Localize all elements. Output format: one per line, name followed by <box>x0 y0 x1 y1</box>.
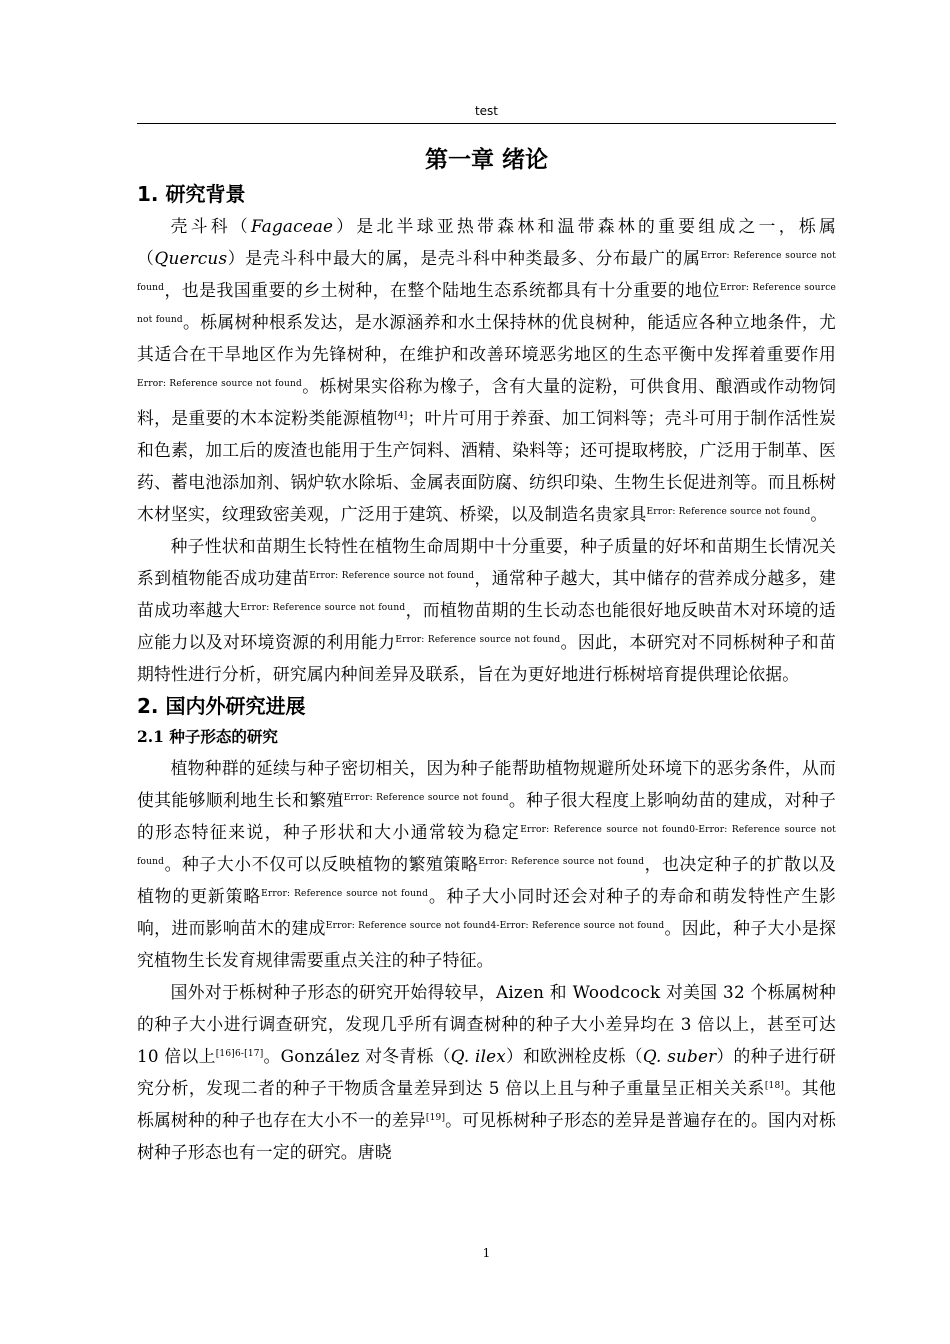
p3-text-d: ，也决定种子的扩散以及植物的更新策略 <box>137 854 836 906</box>
reference-error: Error: Reference source not found <box>137 379 302 389</box>
page-header: test <box>474 104 499 118</box>
p2-text-d: 。因此，本研究对不同栎树种子和苗期特性进行分析，研究属内种间差异及联系，旨在为更好地进行栎树培育提供理论依据。 <box>137 632 836 684</box>
header-rule <box>137 123 836 124</box>
page-content <box>137 142 836 1168</box>
term-q-suber: Q. suber <box>642 1046 717 1066</box>
p1-text-b: ）是北半球亚热带森林和温带森林的重要组成之一，栎属（ <box>137 216 836 268</box>
p2-text-b: ，通常种子越大，其中储存的营养成分越多，建苗成功率越大 <box>137 568 836 620</box>
reference-error: Error: Reference source not found <box>646 507 811 517</box>
term-fagaceae: Fagaceae <box>251 216 334 236</box>
reference-range-joiner: 4- <box>490 921 500 931</box>
p1-text-c: ）是壳斗科中最大的属，是壳斗科中种类最多、分布最广的属 <box>227 248 701 268</box>
page-number: 1 <box>482 1246 491 1260</box>
p1-text-e: 。栎属树种根系发达，是水源涵养和水土保持林的优良树种，能适应各种立地条件，尤其适合在干旱地区作为先锋树种，在维护和改善环境恶劣地区的生态平衡中发挥着重要作用 <box>137 312 836 364</box>
p1-text-d: ，也是我国重要的乡土树种，在整个陆地生态系统都具有十分重要的地位 <box>164 280 720 300</box>
reference-range-joiner: 0- <box>689 825 699 835</box>
paragraph-2 <box>137 530 836 690</box>
reference-error: Error: Reference source not found <box>395 635 561 645</box>
citation-18: [18] <box>764 1081 785 1091</box>
reference-error: Error: Reference source not found <box>499 921 665 931</box>
reference-error: Error: Reference source not found <box>137 283 836 325</box>
reference-error: Error: Reference source not found <box>240 603 406 613</box>
reference-error: Error: Reference source not found <box>137 825 836 867</box>
reference-error: Error: Reference source not found <box>325 921 491 931</box>
p2-text-c: ，而植物苗期的生长动态也能很好地反映苗木对环境的适应能力以及对环境资源的利用能力 <box>137 600 836 652</box>
citation-19: [19] <box>425 1113 446 1123</box>
reference-error: Error: Reference source not found <box>261 889 429 899</box>
reference-error: Error: Reference source not found <box>309 571 475 581</box>
subsection-title-seed-morphology: 2.1 种子形态的研究 <box>137 727 278 746</box>
p4-text-c: ）和欧洲栓皮栎（ <box>505 1046 643 1066</box>
p3-text-f: 。因此，种子大小是探究植物生长发育规律需要重点关注的种子特征。 <box>137 918 836 970</box>
citation-16-17: [16]6-[17] <box>215 1049 264 1059</box>
p1-text-h: 。 <box>810 504 828 524</box>
paragraph-1 <box>137 210 836 530</box>
p1-text-a: 壳斗科（ <box>170 216 252 236</box>
term-quercus: Quercus <box>154 248 228 268</box>
reference-error: Error: Reference source not found <box>520 825 690 835</box>
p3-text-c: 。种子大小不仅可以反映植物的繁殖策略 <box>164 854 479 874</box>
p3-text-b: 。种子很大程度上影响幼苗的建成，对种子的形态特征来说，种子形状和大小通常较为稳定 <box>137 790 836 842</box>
chapter-title: 第一章 绪论 <box>424 147 548 173</box>
p4-text-d: ）的种子进行研究分析，发现二者的种子干物质含量差异到达 5 倍以上且与种子重量呈正相关关系 <box>137 1046 837 1098</box>
term-q-ilex: Q. ilex <box>450 1046 506 1066</box>
p1-text-f: 。栎树果实俗称为橡子，含有大量的淀粉，可供食用、酿酒或作动物饲料，是重要的木本淀粉类能源植物 <box>137 376 836 428</box>
section-title-research-progress: 2. 国内外研究进展 <box>137 694 306 718</box>
p4-text-e: 。其他栎属树种的种子也存在大小不一的差异 <box>137 1078 836 1130</box>
section-title-background: 1. 研究背景 <box>137 182 246 206</box>
p2-text-a: 种子性状和苗期生长特性在植物生命周期中十分重要，种子质量的好坏和苗期生长情况关系到植物能否成功建苗 <box>137 536 836 588</box>
citation-4: [4] <box>394 411 408 421</box>
p1-text-g: ；叶片可用于养蚕、加工饲料等；壳斗可用于制作活性炭和色素，加工后的废渣也能用于生产饲料、酒精、染料等；还可提取栲胶，广泛用于制革、医药、蓄电池添加剂、锅炉软水除垢、金属表面防腐、纺织印染、生物生长促进剂等。而且栎树木材坚实，纹理致密美观，广泛用于建筑、桥梁，以及制造名贵家具 <box>137 408 836 524</box>
p3-text-e: 。种子大小同时还会对种子的寿命和萌发特性产生影响，进而影响苗木的建成 <box>137 886 836 938</box>
p4-text-b: 。González 对冬青栎（ <box>263 1046 451 1066</box>
reference-error: Error: Reference source not found <box>137 251 836 293</box>
paragraph-3 <box>137 752 836 976</box>
p4-text-a: 国外对于栎树种子形态的研究开始得较早，Aizen 和 Woodcock 对美国 32 个栎属树种的种子大小进行调查研究，发现几乎所有调查树种的种子大小差异均在 3 倍以上，甚至可达 10 倍以上 <box>137 982 836 1066</box>
p4-text-f: 。可见栎树种子形态的差异是普遍存在的。国内对栎树种子形态也有一定的研究。唐晓 <box>137 1110 836 1162</box>
paragraph-4 <box>137 976 836 1168</box>
reference-error: Error: Reference source not found <box>343 793 509 803</box>
p3-text-a: 植物种群的延续与种子密切相关，因为种子能帮助植物规避所处环境下的恶劣条件，从而使其能够顺利地生长和繁殖 <box>137 758 836 810</box>
reference-error: Error: Reference source not found <box>478 857 645 867</box>
